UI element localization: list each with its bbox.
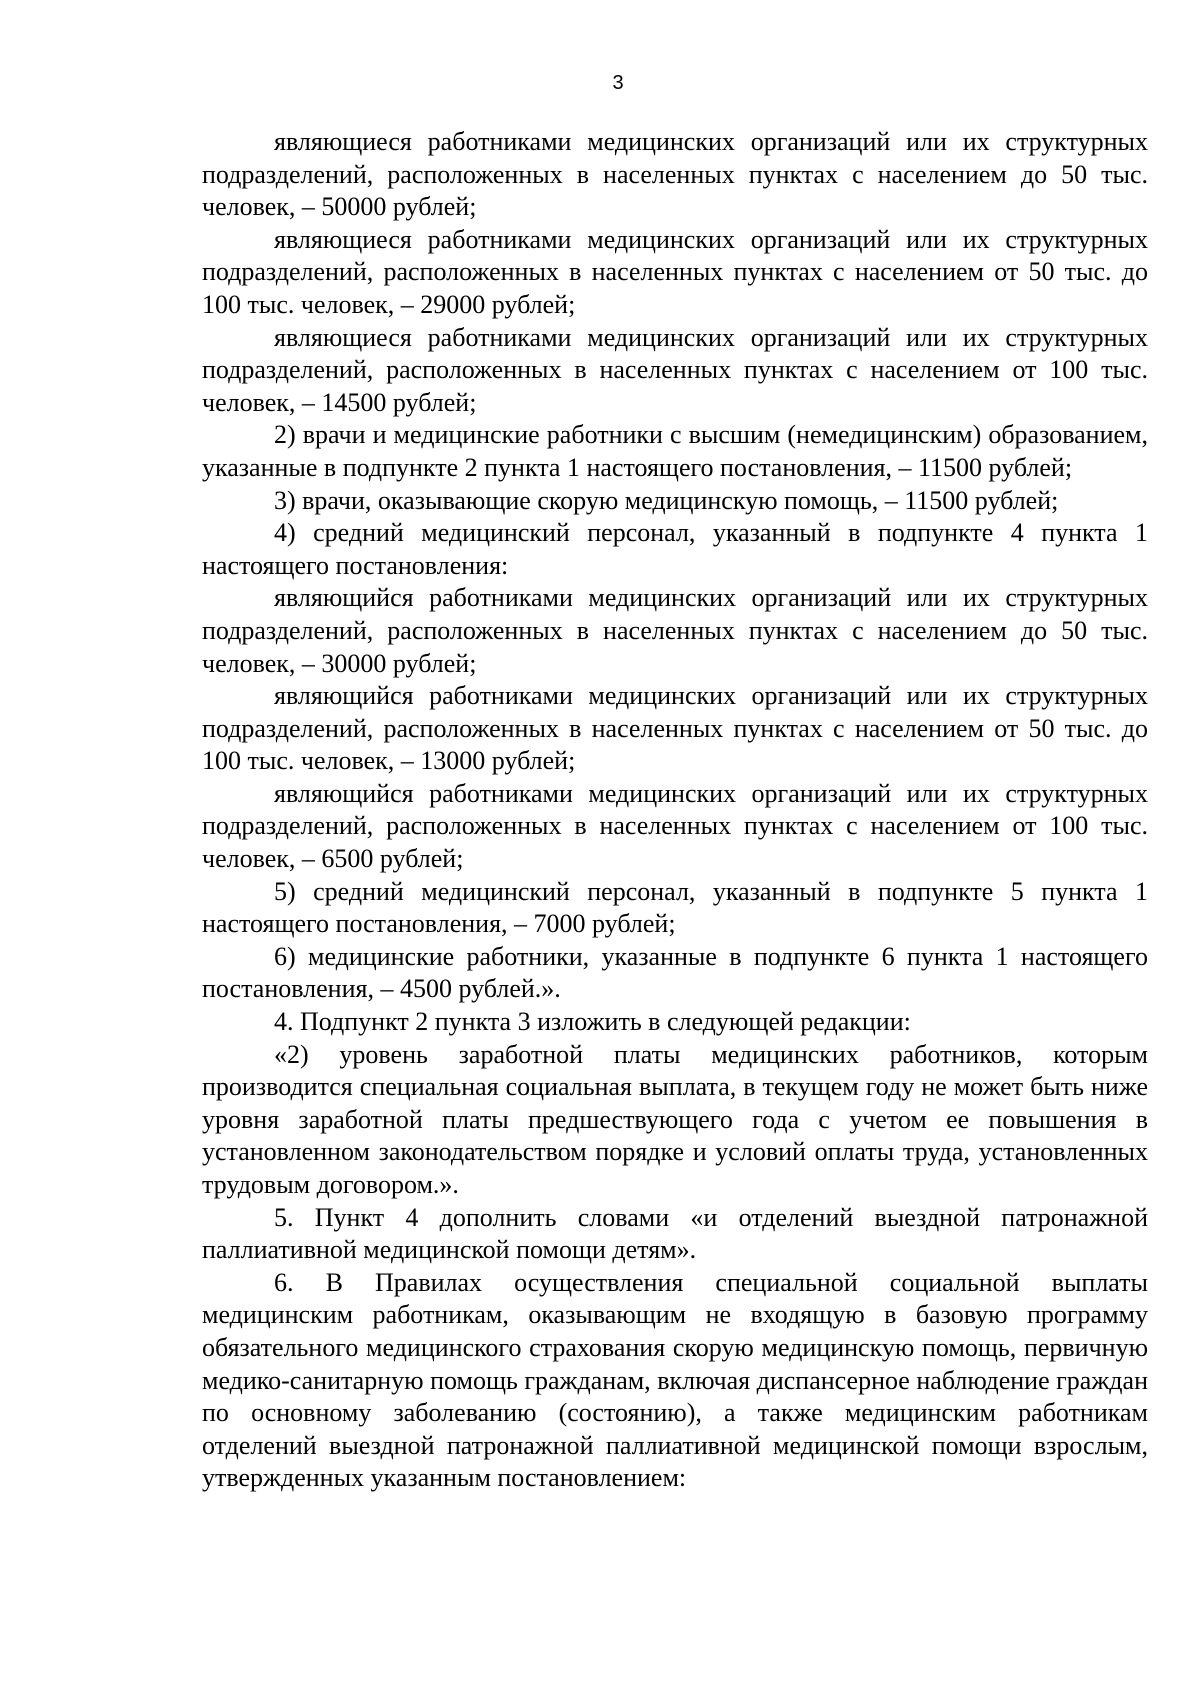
paragraph-14: 5. Пункт 4 дополнить словами «и отделений выездной патронажной паллиативной медицинской помощи детям». (202, 1202, 1148, 1265)
paragraph-2: являющиеся работниками медицинских организаций или их структурных подразделений, расположенных в населенных пунктах с населением от 50 тыс. до 100 тыс. человек, – 29000 рублей; (202, 224, 1148, 319)
page-number: 3 (612, 72, 624, 94)
paragraph-4: 2) врачи и медицинские работники с высшим (немедицинским) образованием, указанные в подпункте 2 пункта 1 настоящего постановления, – 11500 рублей; (202, 420, 1148, 482)
paragraph-11: 6) медицинские работники, указанные в подпункте 6 пункта 1 настоящего постановления, – 4500 рублей.». (202, 941, 1148, 1004)
paragraph-8: являющийся работниками медицинских организаций или их структурных подразделений, расположенных в населенных пунктах с населением от 50 тыс. до 100 тыс. человек, – 13000 рублей; (202, 681, 1148, 776)
paragraph-10: 5) средний медицинский персонал, указанный в подпункте 5 пункта 1 настоящего постановления, – 7000 рублей; (202, 876, 1148, 939)
paragraph-12: 4. Подпункт 2 пункта 3 изложить в следующей редакции: (274, 1007, 911, 1037)
paragraph-1: являющиеся работниками медицинских организаций или их структурных подразделений, расположенных в населенных пунктах с населением до 50 тыс. человек, – 50000 рублей; (202, 127, 1148, 222)
document-body (202, 126, 1148, 1495)
paragraph-9: являющийся работниками медицинских организаций или их структурных подразделений, расположенных в населенных пунктах с населением от 100 тыс. человек, – 6500 рублей; (202, 778, 1148, 874)
paragraph-13: «2) уровень заработной платы медицинских работников, которым производится специальная социальная выплата, в текущем году не может быть ниже уровня заработной платы предшествующего года с учетом ее повышения в установленном законодательством порядке и условий оплаты труда, установленных трудовым договором.». (202, 1039, 1148, 1199)
paragraph-5: 3) врачи, оказывающие скорую медицинскую помощь, – 11500 рублей; (274, 485, 1059, 515)
paragraph-15: 6. В Правилах осуществления специальной социальной выплаты медицинским работникам, оказывающим не входящую в базовую программу обязательного медицинского страхования скорую медицинскую помощь, первичную медико-санитарную помощь гражданам, включая диспансерное наблюдение граждан по основному заболеванию (состоянию), а также медицинским работникам отделений выездной патронажной паллиативной медицинской помощи взрослым, утвержденных указанным постановлением: (202, 1267, 1148, 1493)
paragraph-6: 4) средний медицинский персонал, указанный в подпункте 4 пункта 1 настоящего постановления: (202, 518, 1148, 580)
paragraph-3: являющиеся работниками медицинских организаций или их структурных подразделений, расположенных в населенных пунктах с населением от 100 тыс. человек, – 14500 рублей; (202, 322, 1148, 417)
paragraph-7: являющийся работниками медицинских организаций или их структурных подразделений, расположенных в населенных пунктах с населением до 50 тыс. человек, – 30000 рублей; (202, 583, 1148, 678)
